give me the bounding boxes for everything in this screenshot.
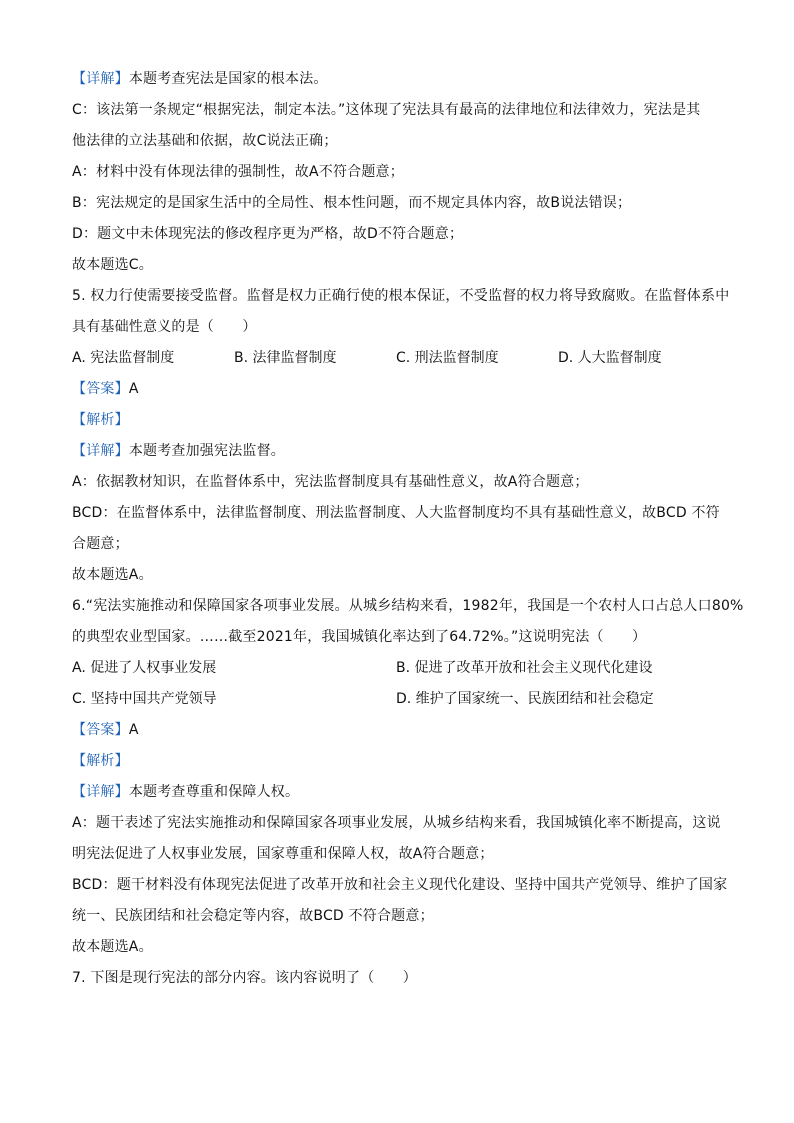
- option-a: A. 宪法监督制度: [72, 350, 175, 366]
- answer-tag: 【答案】: [72, 722, 129, 738]
- answer-value: A: [128, 381, 139, 397]
- detail-tag: 【详解】: [72, 784, 129, 800]
- conclusion-line: 故本题选C。: [72, 257, 153, 273]
- explanation-line: A：材料中没有体现法律的强制性，故A不符合题意；: [72, 164, 404, 180]
- question-6-options: [72, 653, 722, 684]
- explanation-line: B：宪法规定的是国家生活中的全局性、根本性问题，而不规定具体内容，故B说法错误；: [72, 195, 632, 211]
- explanation-line: D：题文中未体现宪法的修改程序更为严格，故D不符合题意；: [72, 226, 464, 242]
- option-c: C. 坚持中国共产党领导: [72, 691, 217, 707]
- explanation-line: 明宪法促进了人权事业发展，国家尊重和保障人权，故A符合题意；: [72, 846, 494, 862]
- question-5-stem: 具有基础性意义的是（ ）: [72, 319, 257, 335]
- detail-tag: 【详解】: [72, 443, 129, 459]
- answer-value: A: [128, 722, 139, 738]
- answer-tag: 【答案】: [72, 381, 129, 397]
- question-6-stem: 的典型农业型国家。……截至2021年，我国城镇化率达到了64.72%。”这说明宪法（ ）: [72, 629, 647, 645]
- option-b: B. 促进了改革开放和社会主义现代化建设: [396, 660, 653, 676]
- detail-line: 【详解】本题考查尊重和保障人权。: [72, 784, 300, 800]
- question-6-stem: 6.“宪法实施推动和保障国家各项事业发展。从城乡结构来看，1982年，我国是一个农村人口占总人口80%: [72, 598, 744, 614]
- explanation-line: BCD：在监督体系中，法律监督制度、刑法监督制度、人大监督制度均不具有基础性意义，故BCD 不符: [72, 505, 720, 521]
- analysis-tag: 【解析】: [72, 753, 129, 769]
- question-6-options: [72, 684, 722, 715]
- question-5-stem: 5. 权力行使需要接受监督。监督是权力正确行使的根本保证，不受监督的权力将导致腐败。在监督体系中: [72, 288, 730, 304]
- analysis-line: [72, 746, 722, 777]
- conclusion-line: 故本题选A。: [72, 939, 153, 955]
- answer-line: [72, 374, 722, 405]
- explanation-line: BCD：题干材料没有体现宪法促进了改革开放和社会主义现代化建设、坚持中国共产党领导、维护了国家: [72, 877, 728, 893]
- analysis-line: [72, 405, 722, 436]
- explanation-line: A：题干表述了宪法实施推动和保障国家各项事业发展，从城乡结构来看，我国城镇化率不断提高，这说: [72, 815, 721, 831]
- option-d: D. 维护了国家统一、民族团结和社会稳定: [396, 691, 654, 707]
- conclusion-line: 故本题选A。: [72, 567, 153, 583]
- question-5-options: [72, 343, 722, 374]
- document-body: [72, 64, 744, 994]
- detail-line: 【详解】本题考查宪法是国家的根本法。: [72, 71, 328, 87]
- option-b: B. 法律监督制度: [234, 350, 337, 366]
- analysis-tag: 【解析】: [72, 412, 129, 428]
- answer-line: [72, 715, 722, 746]
- option-d: D. 人大监督制度: [558, 350, 662, 366]
- explanation-line: 合题意；: [72, 536, 129, 552]
- detail-line: 【详解】本题考查加强宪法监督。: [72, 443, 286, 459]
- question-7-stem: 7. 下图是现行宪法的部分内容。该内容说明了（ ）: [72, 970, 418, 986]
- explanation-line: C：该法第一条规定“根据宪法，制定本法。”这体现了宪法具有最高的法律地位和法律效力，宪法是其: [72, 102, 701, 118]
- option-c: C. 刑法监督制度: [396, 350, 499, 366]
- explanation-line: 他法律的立法基础和依据，故C说法正确；: [72, 133, 338, 149]
- detail-tag: 【详解】: [72, 71, 129, 87]
- option-a: A. 促进了人权事业发展: [72, 660, 217, 676]
- explanation-line: A：依据教材知识，在监督体系中，宪法监督制度具有基础性意义，故A符合题意；: [72, 474, 589, 490]
- explanation-line: 统一、民族团结和社会稳定等内容，故BCD 不符合题意；: [72, 908, 434, 924]
